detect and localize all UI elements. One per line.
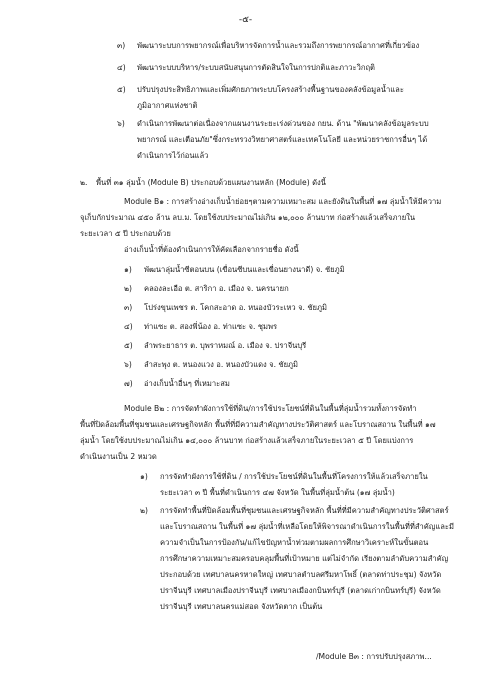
list-marker: ๔) [124,322,133,331]
module-b1-text: ระยะเวลา ๕ ปี ประกอบด้วย [80,229,171,238]
module-b1-subheading: อ่างเก็บน้ำที่ต้องดำเนินการให้คัดเลือกจากรายชื่อ ดังนี้ [124,245,299,254]
list-item-text: พัฒนาระบบการพยากรณ์เพื่อบริหารจัดการน้ำและรวมถึงการพยากรณ์อากาศที่เกี่ยวข้อง [137,41,420,50]
category-text: ประกอบด้วย เทศบาลนครหาดใหญ่ เทศบาลตำบลศรีมหาโพธิ์ (ตลาดท่าประชุม) จังหวัด [160,570,442,579]
reservoir-item: คลองละเอือ ต. สาริกา อ. เมือง จ. นครนายก [144,284,289,293]
list-marker: ๒) [124,284,132,293]
list-item-text: ปรับปรุงประสิทธิภาพและเพิ่มศักยภาพระบบโครงสร้างพื้นฐานของคลังข้อมูลน้ำและ [137,85,404,94]
reservoir-item: ลำพระยาธาร ต. บุพราหมณ์ อ. เมือง จ. ปราจีนบุรี [144,341,307,350]
list-marker: ๑) [140,472,148,481]
module-b1-text: จุเก็บกักประมาณ ๔๕๐ ล้าน ลบ.ม. โดยใช้งบประมาณไม่เกิน ๑๒,๐๐๐ ล้านบาท ก่อสร้างแล้วเสร็จภายใน [80,213,416,222]
continuation-note: /Module B๓ : การปรับปรุงสภาพ... [316,652,432,661]
module-b2-text: ลุ่มน้ำ โดยใช้งบประมาณไม่เกิน ๑๔,๐๐๐ ล้านบาท ก่อสร้างแล้วเสร็จภายในระยะเวลา ๕ ปี โดยแบ่งการ [80,436,414,445]
category-text: ระยะเวลา ๓ ปี พื้นที่ดำเนินการ ๔๗ จังหวัด ในพื้นที่ลุ่มน้ำต้น (๑๗ ลุ่มน้ำ) [160,488,395,497]
list-marker: ๔) [117,63,126,72]
category-text: การจัดทำผังการใช้ที่ดิน / การใช้ประโยชน์ที่ดินในพื้นที่โครงการให้แล้วเสร็จภายใน [160,472,428,481]
list-marker: ๓) [124,303,133,312]
list-marker: ๕) [117,85,126,94]
category-text: ปราจีนบุรี เทศบาลนครแม่สอด จังหวัดตาก เป็นต้น [160,602,323,611]
category-text: ความจำเป็นในการป้องกัน/แก้ไขปัญหาน้ำท่วมตามผลการศึกษาวิเคราะห์ในขั้นตอน [160,538,429,547]
list-marker: ๑) [124,265,132,274]
category-text: การศึกษาความเหมาะสมครอบคลุมพื้นที่เป้าหมาย แต่ไม่จำกัด เรียงตามลำดับความสำคัญ [160,554,449,563]
list-item-text: ดำเนินการไว้ก่อนแล้ว [137,151,209,160]
list-marker: ๒) [140,506,148,515]
category-text: และโบราณสถาน ในพื้นที่ ๑๗ ลุ่มน้ำที่เหลือโดยให้พิจารณาดำเนินการในพื้นที่ที่สำคัญและมี [160,522,454,531]
list-marker: ๗) [124,379,133,388]
module-b2-text: พื้นที่ปิดล้อมพื้นที่ชุมชนและเศรษฐกิจหลัก พื้นที่ที่มีความสำคัญทางประวัติศาสตร์ และโบราณสถาน ในพื้นที่ ๑๗ [80,420,436,429]
module-b1-text: Module B๑ : การสร้างอ่างเก็บน้ำย่อยๆตามความเหมาะสม และยังดินในพื้นที่ ๑๗ ลุ่มน้ำให้มีความ [124,197,442,206]
section-heading: พื้นที่ ๓๑ ลุ่มน้ำ (Module B) ประกอบด้วยแผนงานหลัก (Module) ดังนี้ [96,178,326,187]
list-item-text: พัฒนาระบบบริหาร/ระบบสนับสนุนการตัดสินใจในการปกติและภาวะวิกฤติ [137,63,375,72]
page-number: -๕- [238,15,253,25]
reservoir-item: โปร่งขุนเพชร ต. โคกสะอาด อ. หนองบัวระเหว จ. ชัยภูมิ [144,303,327,312]
reservoir-item: พัฒนาลุ่มน้ำซีตอนบน (เขื่อนซีบนและเขื่อนยางนาดี) จ. ชัยภูมิ [144,265,345,274]
list-marker: ๓) [117,41,126,50]
reservoir-item: ลำสะพุง ต. หนองแวง อ. หนองบัวแดง จ. ชัยภูมิ [144,360,299,369]
list-marker: ๖) [124,360,132,369]
list-item-text: ภูมิอากาศแห่งชาติ [137,101,198,110]
category-text: ปราจีนบุรี เทศบาลเมืองปราจีนบุรี เทศบาลเมืองกบินทร์บุรี (ตลาดเก่ากบินทร์บุรี) จังหวัด [160,586,441,595]
reservoir-item: ท่าแซะ ต. สองพี่น้อง อ. ท่าแซะ จ. ชุมพร [144,322,278,331]
list-item-text: ดำเนินการพัฒนาต่อเนื่องจากแผนงานระยะเร่งด่วนของ กยน. ด้าน "พัฒนาคลังข้อมูลระบบ [137,119,429,128]
module-b2-text: ดำเนินงานเป็น 2 หมวด [80,452,157,461]
module-b2-text: Module B๒ : การจัดทำผังการใช้ที่ดิน/การใช้ประโยชน์ที่ดินในพื้นที่ลุ่มน้ำรวมทั้งการจัดทำ [124,404,417,413]
reservoir-item: อ่างเก็บน้ำอื่นๆ ที่เหมาะสม [144,379,230,388]
category-text: การจัดทำพื้นที่ปิดล้อมพื้นที่ชุมชนและเศรษฐกิจหลัก พื้นที่ที่มีความสำคัญทางประวัติศาสตร์ [160,506,449,515]
list-item-text: พยากรณ์ และเตือนภัย"ซึ่งกระทรวงวิทยาศาสตร์และเทคโนโลยี และหน่วยราชการอื่นๆ ได้ [137,135,428,144]
list-marker: ๖) [117,119,125,128]
list-marker: ๕) [124,341,133,350]
section-marker: ๒. [80,178,88,187]
